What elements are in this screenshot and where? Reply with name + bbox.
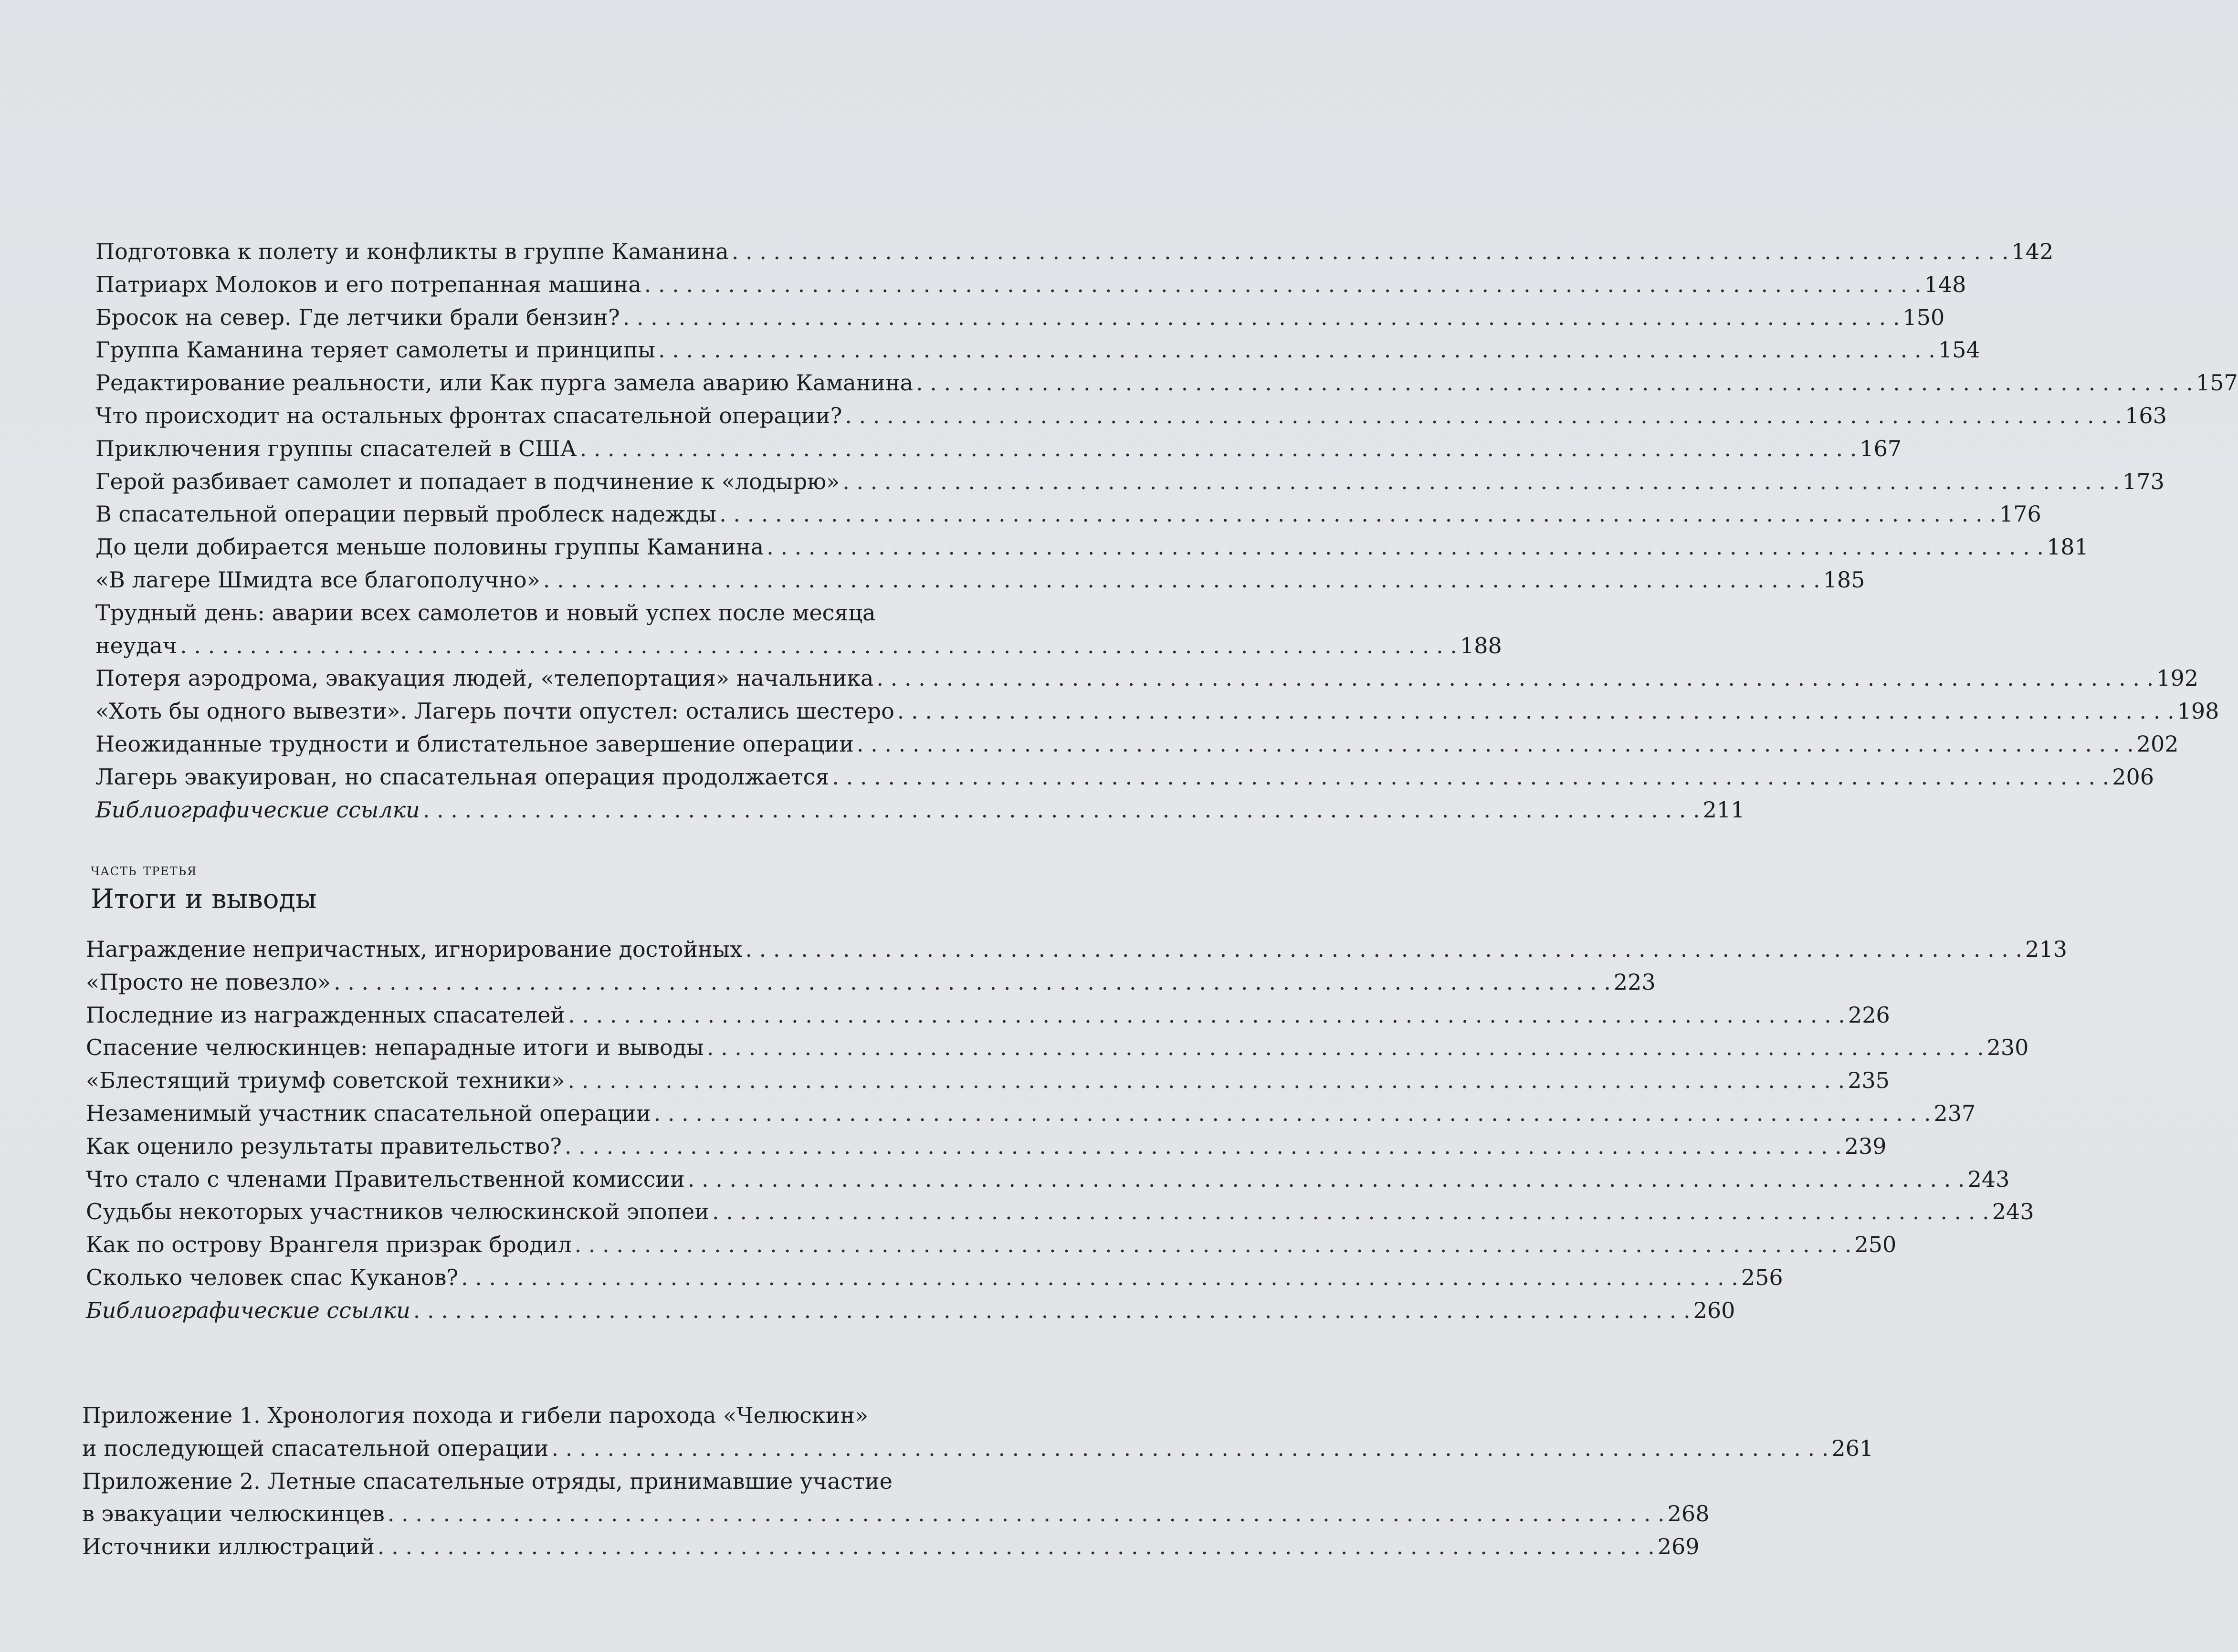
toc-entry-title: Неожиданные трудности и блистательное завершение операции [95,731,854,757]
toc-appendix-list [82,1399,1874,1563]
toc-entry [95,399,2167,432]
toc-entry [95,301,1945,334]
toc-entry [95,465,2164,498]
toc-entry [86,1097,1976,1130]
dot-leader [565,1130,1842,1163]
dot-leader [567,1064,1845,1097]
toc-entry-title: Библиографические ссылки [86,1297,410,1323]
toc-entry-bibliography [95,794,1745,826]
toc-entry-title: Спасение челюскинцев: непарадные итоги и выводы [86,1035,704,1061]
toc-entry-page: 176 [1999,501,2041,527]
toc-entry-page: 268 [1667,1501,1710,1527]
toc-entry-page: 148 [1924,271,1966,297]
toc-entry-page: 237 [1933,1100,1976,1126]
toc-entry-title: Что происходит на остальных фронтах спасательной операции? [95,402,842,429]
dot-leader [658,334,1935,366]
dot-leader [568,999,1845,1032]
dot-leader [688,1163,1965,1196]
toc-entry-title: «Просто не повезло» [86,969,331,995]
toc-entry-title: Бросок на север. Где летчики брали бензин? [95,304,620,330]
toc-entry-page: 223 [1613,969,1656,995]
toc-entry-title: Группа Каманина теряет самолеты и принципы [95,337,656,363]
toc-entry [86,1261,1783,1294]
toc-entry-page: 243 [1992,1199,2034,1225]
dot-leader [654,1097,1931,1130]
toc-entry-page: 192 [2156,665,2199,691]
toc-entry-page: 230 [1986,1035,2029,1061]
dot-leader [842,465,2120,498]
toc-entry-page: 243 [1967,1166,2010,1192]
toc-entry-title: Потеря аэродрома, эвакуация людей, «телепортация» начальника [95,665,874,691]
toc-entry-title: «В лагере Шмидта все благополучно» [95,566,540,593]
dot-leader [712,1195,1989,1228]
toc-entry-line1 [82,1465,903,1498]
toc-entry-page: 235 [1848,1067,1890,1094]
toc-entry [86,1228,1897,1261]
toc-entry [95,268,1966,301]
toc-entry-page: 173 [2122,468,2164,494]
toc-entry [95,432,1902,465]
toc-entry [95,662,2199,695]
dot-leader [413,1294,1691,1327]
toc-part3-list [86,933,2067,1327]
toc-entry-title: Судьбы некоторых участников челюскинской эпопеи [86,1199,709,1225]
toc-entry [95,761,2154,794]
toc-entry-page: 250 [1854,1232,1897,1258]
toc-entry-title: в эвакуации челюскинцев [82,1501,385,1527]
toc-entry-page: 167 [1860,435,1902,461]
toc-entry-title: Незаменимый участник спасательной операции [86,1100,651,1126]
toc-entry-page: 150 [1902,304,1945,330]
toc-entry [95,531,2089,564]
dot-leader [832,761,2109,794]
toc-entry-page: 256 [1741,1264,1783,1290]
dot-leader [334,966,1611,999]
toc-entry-title: Патриарх Молоков и его потрепанная машина [95,271,641,297]
toc-entry-title: Источники иллюстраций [82,1534,375,1560]
toc-entry-title: Редактирование реальности, или Как пурга замела аварию Каманина [95,370,914,396]
toc-entry-title: Что стало с членами Правительственной комиссии [86,1166,685,1192]
toc-entry-title: неудач [95,632,178,659]
toc-entry [86,1163,2010,1196]
toc-entry [86,1130,1887,1163]
toc-entry-page: 260 [1693,1297,1735,1323]
dot-leader [644,268,1922,301]
toc-entry-title: Сколько человек спас Куканов? [86,1264,459,1290]
dot-leader [461,1261,1738,1294]
toc-entry-title: Как оценило результаты правительство? [86,1133,562,1159]
toc-entry-page: 198 [2177,698,2219,724]
dot-leader [857,728,2134,761]
toc-entry-page: 211 [1702,796,1745,823]
dot-leader [876,662,2154,695]
toc-entry-title: В спасательной операции первый проблеск надежды [95,501,717,527]
toc-entry [95,728,2179,761]
toc-entry [82,1530,1700,1563]
toc-entry-title: и последующей спасательной операции [82,1435,549,1461]
dot-leader [916,366,2193,399]
toc-entry-page: 202 [2136,731,2179,757]
dot-leader [388,1497,1665,1530]
toc-entry-page: 181 [2047,534,2089,560]
dot-leader [745,933,2022,966]
toc-entry-page: 163 [2125,402,2167,429]
toc-entry [86,1031,2029,1064]
part-title: Итоги и выводы [91,884,317,915]
dot-leader [423,794,1700,826]
toc-entry-page: 213 [2025,936,2067,962]
toc-entry [86,966,1656,999]
toc-entry-title: Герой разбивает самолет и попадает в подчинение к «лодырю» [95,468,840,494]
toc-entry-title-line1: Трудный день: аварии всех самолетов и новый успех после месяца [95,599,876,626]
dot-leader [579,432,1857,465]
toc-entry [95,629,1502,662]
toc-part2-list [95,235,2238,826]
toc-entry-title: Подготовка к полету и конфликты в группе Каманина [95,239,729,264]
toc-entry-title: «Блестящий триумф советской техники» [86,1067,565,1094]
toc-entry-page: 188 [1460,632,1502,659]
toc-entry-line1 [95,596,916,629]
toc-entry-title: Библиографические ссылки [95,796,420,823]
toc-entry [86,1195,2034,1228]
toc-entry-title: Лагерь эвакуирован, но спасательная операция продолжается [95,763,830,790]
toc-entry-page: 185 [1823,566,1865,593]
toc-entry-page: 206 [2112,763,2154,790]
toc-entry-line1 [82,1399,903,1432]
toc-entry-title: «Хоть бы одного вывезти». Лагерь почти опустел: остались шестеро [95,698,894,724]
toc-entry-bibliography [86,1294,1735,1327]
toc-entry-title-line1: Приложение 1. Хронология похода и гибели парохода «Челюскин» [82,1402,869,1428]
toc-entry [95,498,2041,531]
dot-leader [552,1432,1829,1465]
toc-entry-title: Приключения группы спасателей в США [95,435,577,461]
toc-entry-page: 154 [1938,337,1980,363]
dot-leader [180,629,1457,662]
dot-leader [623,301,1900,334]
toc-entry [86,999,1890,1032]
dot-leader [378,1530,1655,1563]
dot-leader [732,235,2009,268]
toc-entry-title-line1: Приложение 2. Летные спасательные отряды, принимавшие участие [82,1468,893,1494]
toc-entry [86,1064,1890,1097]
part-label: часть третья [91,860,198,879]
dot-leader [543,564,1820,596]
toc-entry-title: Как по острову Врангеля призрак бродил [86,1232,572,1258]
dot-leader [719,498,1996,531]
toc-entry-page: 142 [2011,239,2054,264]
dot-leader [767,531,2044,564]
dot-leader [707,1031,1984,1064]
toc-entry [95,235,2054,268]
toc-entry-page: 269 [1657,1534,1700,1560]
toc-entry [86,933,2067,966]
toc-entry-page: 226 [1848,1002,1890,1028]
toc-entry [95,564,1865,596]
dot-leader [575,1228,1852,1261]
toc-entry-title: Награждение непричастных, игнорирование достойных [86,936,743,962]
dot-leader [897,695,2175,728]
dot-leader [845,399,2122,432]
toc-entry-title: До цели добирается меньше половины группы Каманина [95,534,764,560]
toc-entry-title: Последние из награжденных спасателей [86,1002,566,1028]
part3-heading [91,858,912,917]
toc-entry-page: 239 [1844,1133,1887,1159]
toc-entry [82,1497,1710,1530]
toc-entry [95,334,1980,366]
toc-entry [95,695,2219,728]
toc-entry-page: 261 [1831,1435,1874,1461]
toc-entry [95,366,2238,399]
toc-entry [82,1432,1874,1465]
toc-entry-page: 157 [2196,370,2238,396]
